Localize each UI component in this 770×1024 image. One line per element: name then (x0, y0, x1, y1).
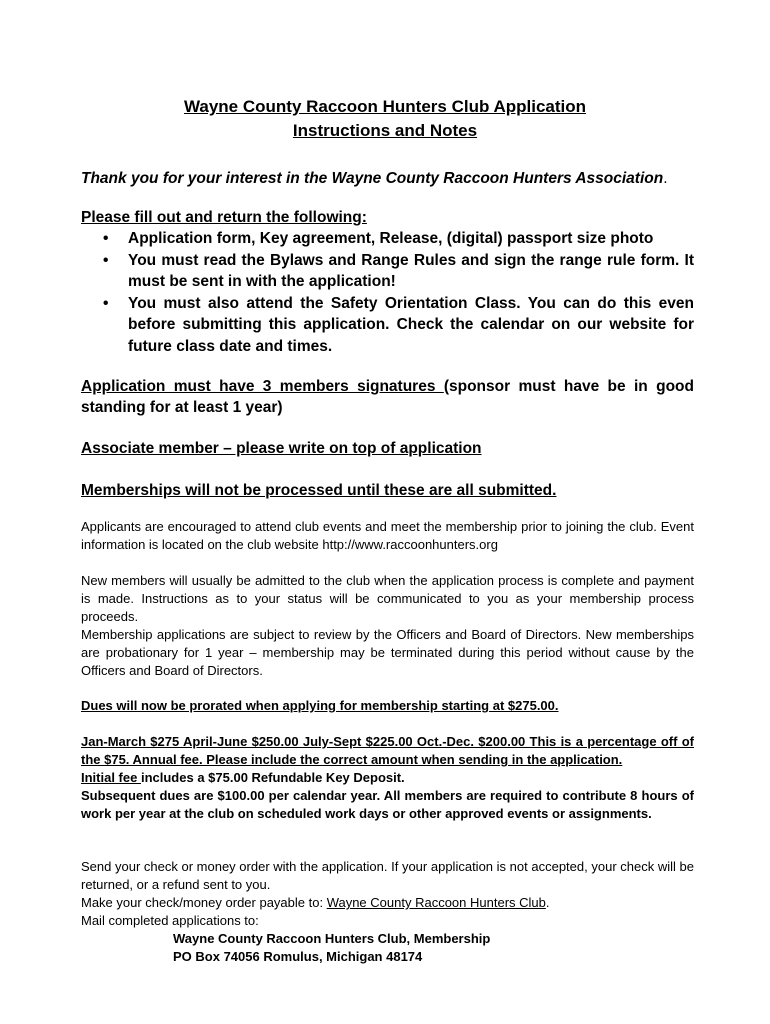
signatures-requirement (81, 376, 694, 418)
events-paragraph: Applicants are encouraged to attend club events and meet the membership prior to joining the club. Event information is located on the club website http://www.raccoonhunters.org (81, 519, 694, 552)
initial-fee-label: Initial fee (81, 770, 141, 785)
thank-you-text: Thank you for your interest in the Wayne County Raccoon Hunters Association (81, 170, 664, 187)
dues-schedule: Jan-March $275 April-June $250.00 July-Sept $225.00 Oct.-Dec. $200.00 This is a percentage off of the $75. Annual fee. Please include the correct amount when sending in the application. (81, 734, 694, 767)
mail-label: Mail completed applications to: (81, 913, 259, 928)
checklist-item: • Application form, Key agreement, Release, (digital) passport size photo (101, 228, 694, 250)
check-paragraph: Send your check or money order with the application. If your application is not accepted, your check will be returned, or a refund sent to you. (81, 859, 694, 892)
checklist (101, 228, 694, 357)
thank-you-line (81, 168, 694, 189)
document-title-line2: Instructions and Notes (292, 121, 478, 140)
payable-line (81, 894, 694, 912)
initial-fee-rest: includes a $75.00 Refundable Key Deposit. (140, 770, 405, 785)
checklist-item: • You must also attend the Safety Orientation Class. You can do this even before submitting this application. Check the calendar on our website for future class date and times. (101, 293, 694, 358)
mailing-address-line1: Wayne County Raccoon Hunters Club, Membership (173, 931, 491, 946)
associate-member-note: Associate member – please write on top of application (81, 440, 482, 457)
prorated-dues-note: Dues will now be prorated when applying for membership starting at $275.00. (81, 698, 559, 713)
review-paragraph: Membership applications are subject to review by the Officers and Board of Directors. New memberships are probationary for 1 year – membership may be terminated during this period without cause by the Officers and Board of Directors. (81, 627, 694, 678)
document-title-line1: Wayne County Raccoon Hunters Club Application (183, 97, 587, 116)
processing-note: Memberships will not be processed until these are all submitted. (81, 482, 557, 499)
mailing-address-line2: PO Box 74056 Romulus, Michigan 48174 (173, 949, 423, 964)
payable-prefix: Make your check/money order payable to: (81, 895, 327, 910)
payable-suffix: . (545, 895, 550, 910)
signatures-underlined: Application must have 3 members signatures (81, 378, 444, 395)
initial-fee-line (81, 769, 694, 787)
admission-paragraph: New members will usually be admitted to the club when the application process is complete and payment is made. Instructions as to your status will be communicated to you as your membership process proceeds. (81, 573, 694, 624)
checklist-heading: Please fill out and return the following: (81, 209, 367, 226)
subsequent-dues-paragraph: Subsequent dues are $100.00 per calendar year. All members are required to contribute 8 hours of work per year at the club on scheduled work days or other approved events or assignments. (81, 788, 694, 821)
signatures-rest: (sponsor must have be in good standing for at least 1 year) (81, 378, 694, 416)
checklist-item: • You must read the Bylaws and Range Rules and sign the range rule form. It must be sent in with the application! (101, 250, 694, 293)
thank-you-period: . (663, 170, 668, 187)
payee-name: Wayne County Raccoon Hunters Club (326, 895, 546, 910)
